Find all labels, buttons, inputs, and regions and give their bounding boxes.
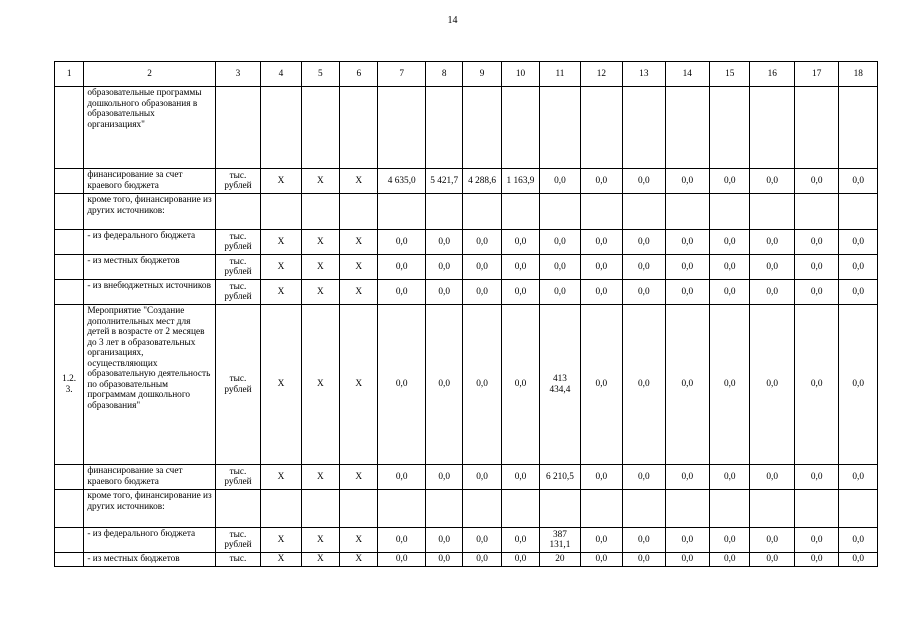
unit-cell: тыс. рублей [215, 465, 260, 490]
unit-cell: тыс. рублей [215, 305, 260, 465]
row-index-cell [55, 87, 84, 169]
value-cell: 0,0 [665, 553, 709, 567]
value-cell: 0,0 [794, 280, 838, 305]
value-cell: 0,0 [794, 230, 838, 255]
row-index-cell [55, 194, 84, 230]
value-cell [501, 87, 539, 169]
value-cell [501, 194, 539, 230]
row-index-cell: 1.2. 3. [55, 305, 84, 465]
value-cell: 0,0 [750, 280, 794, 305]
row-description-cell: кроме того, финансирование из других источников: [84, 490, 215, 528]
value-cell: 0,0 [580, 528, 622, 553]
value-cell [340, 87, 378, 169]
value-cell [623, 194, 665, 230]
value-cell [794, 490, 838, 528]
value-cell: 0,0 [710, 528, 750, 553]
unit-cell: тыс. рублей [215, 169, 260, 194]
column-header: 11 [540, 62, 580, 87]
value-cell: 0,0 [839, 528, 878, 553]
value-cell: 0,0 [463, 528, 501, 553]
value-cell: 0,0 [623, 280, 665, 305]
value-cell: 0,0 [540, 169, 580, 194]
table-row [55, 169, 878, 194]
page-number: 14 [447, 15, 458, 26]
value-cell: 0,0 [580, 305, 622, 465]
value-cell [425, 87, 462, 169]
unit-cell: тыс. рублей [215, 255, 260, 280]
unit-cell [215, 490, 260, 528]
column-header: 5 [301, 62, 339, 87]
value-cell: 0,0 [463, 255, 501, 280]
value-cell [301, 194, 339, 230]
value-cell: X [261, 465, 301, 490]
value-cell: X [261, 169, 301, 194]
value-cell: 4 635,0 [378, 169, 426, 194]
value-cell: 0,0 [839, 255, 878, 280]
value-cell: 0,0 [750, 528, 794, 553]
table-body [55, 62, 878, 567]
value-cell: 0,0 [750, 169, 794, 194]
value-cell [261, 490, 301, 528]
value-cell [710, 194, 750, 230]
column-header: 3 [215, 62, 260, 87]
unit-cell [215, 87, 260, 169]
value-cell [425, 490, 462, 528]
row-index-cell [55, 169, 84, 194]
column-header: 10 [501, 62, 539, 87]
value-cell: 5 421,7 [425, 169, 462, 194]
unit-cell: тыс. рублей [215, 230, 260, 255]
row-description-cell: кроме того, финансирование из других источников: [84, 194, 215, 230]
value-cell: 0,0 [580, 169, 622, 194]
value-cell [540, 194, 580, 230]
value-cell: 0,0 [750, 255, 794, 280]
value-cell: 0,0 [665, 305, 709, 465]
value-cell: 0,0 [425, 528, 462, 553]
column-header: 4 [261, 62, 301, 87]
value-cell [261, 87, 301, 169]
column-header: 2 [84, 62, 215, 87]
value-cell [750, 87, 794, 169]
row-index-cell [55, 465, 84, 490]
value-cell: 0,0 [501, 305, 539, 465]
row-index-cell [55, 280, 84, 305]
row-description-cell: - из внебюджетных источников [84, 280, 215, 305]
value-cell [710, 490, 750, 528]
value-cell [580, 490, 622, 528]
value-cell: 0,0 [623, 230, 665, 255]
value-cell: 0,0 [378, 465, 426, 490]
value-cell: X [340, 255, 378, 280]
value-cell [623, 87, 665, 169]
value-cell: 1 163,9 [501, 169, 539, 194]
value-cell: X [340, 305, 378, 465]
value-cell: 0,0 [540, 230, 580, 255]
value-cell: 0,0 [425, 255, 462, 280]
column-header: 13 [623, 62, 665, 87]
table-row [55, 255, 878, 280]
row-description-cell: - из федерального бюджета [84, 528, 215, 553]
value-cell [623, 490, 665, 528]
value-cell: X [301, 553, 339, 567]
value-cell: 0,0 [425, 230, 462, 255]
value-cell: 0,0 [794, 528, 838, 553]
value-cell: 0,0 [501, 465, 539, 490]
row-index-cell [55, 230, 84, 255]
row-index-cell [55, 490, 84, 528]
value-cell [710, 87, 750, 169]
table-row [55, 490, 878, 528]
value-cell [540, 490, 580, 528]
value-cell: 0,0 [710, 230, 750, 255]
value-cell: 0,0 [425, 280, 462, 305]
row-description-cell: - из местных бюджетов [84, 553, 215, 567]
header-row [55, 62, 878, 87]
value-cell: 0,0 [665, 528, 709, 553]
value-cell: X [340, 528, 378, 553]
row-index-cell [55, 255, 84, 280]
value-cell: 0,0 [710, 280, 750, 305]
value-cell: 0,0 [839, 553, 878, 567]
value-cell: 0,0 [378, 305, 426, 465]
value-cell: 0,0 [665, 465, 709, 490]
value-cell: X [340, 465, 378, 490]
column-header: 7 [378, 62, 426, 87]
value-cell [580, 194, 622, 230]
table-row [55, 528, 878, 553]
value-cell: 0,0 [794, 465, 838, 490]
value-cell: 0,0 [540, 255, 580, 280]
value-cell: 0,0 [794, 305, 838, 465]
value-cell [378, 87, 426, 169]
value-cell: 0,0 [623, 255, 665, 280]
value-cell: 0,0 [665, 230, 709, 255]
value-cell [839, 87, 878, 169]
value-cell: X [301, 230, 339, 255]
value-cell [340, 194, 378, 230]
unit-cell: тыс. [215, 553, 260, 567]
column-header: 16 [750, 62, 794, 87]
value-cell: 0,0 [710, 255, 750, 280]
column-header: 1 [55, 62, 84, 87]
value-cell: X [340, 230, 378, 255]
value-cell: 0,0 [463, 230, 501, 255]
value-cell: 0,0 [794, 169, 838, 194]
table-row [55, 280, 878, 305]
column-header: 18 [839, 62, 878, 87]
value-cell [501, 490, 539, 528]
value-cell: 0,0 [540, 280, 580, 305]
table-row [55, 465, 878, 490]
budget-table [54, 61, 878, 567]
value-cell [463, 194, 501, 230]
value-cell [463, 490, 501, 528]
row-description-cell: финансирование за счет краевого бюджета [84, 465, 215, 490]
value-cell: 0,0 [623, 305, 665, 465]
value-cell: 0,0 [710, 465, 750, 490]
value-cell [425, 194, 462, 230]
row-index-cell [55, 528, 84, 553]
table-row [55, 194, 878, 230]
value-cell [301, 87, 339, 169]
row-index-cell [55, 553, 84, 567]
value-cell [463, 87, 501, 169]
value-cell: X [261, 528, 301, 553]
value-cell: 0,0 [665, 255, 709, 280]
row-description-cell: - из федерального бюджета [84, 230, 215, 255]
table-row [55, 553, 878, 567]
value-cell [580, 87, 622, 169]
unit-cell: тыс. рублей [215, 280, 260, 305]
column-header: 17 [794, 62, 838, 87]
value-cell: 0,0 [794, 255, 838, 280]
value-cell [839, 490, 878, 528]
value-cell [261, 194, 301, 230]
value-cell [794, 87, 838, 169]
unit-cell [215, 194, 260, 230]
row-description-cell: финансирование за счет краевого бюджета [84, 169, 215, 194]
value-cell: 0,0 [463, 553, 501, 567]
value-cell: 0,0 [623, 465, 665, 490]
value-cell: X [261, 305, 301, 465]
value-cell: 0,0 [425, 305, 462, 465]
value-cell: X [301, 465, 339, 490]
value-cell: 0,0 [710, 553, 750, 567]
value-cell: 0,0 [425, 465, 462, 490]
row-description-cell: Мероприятие "Создание дополнительных мест для детей в возрасте от 2 месяцев до 3 лет в образовательных организациях, осуществляющих образовательную деятельность по образовательным программам дошкольного образования" [84, 305, 215, 465]
row-description-cell: - из местных бюджетов [84, 255, 215, 280]
value-cell: X [340, 169, 378, 194]
value-cell: 0,0 [501, 528, 539, 553]
value-cell: 0,0 [580, 255, 622, 280]
value-cell: 0,0 [501, 553, 539, 567]
value-cell: X [261, 255, 301, 280]
value-cell [301, 490, 339, 528]
value-cell: 0,0 [839, 169, 878, 194]
value-cell: X [301, 255, 339, 280]
value-cell: X [261, 230, 301, 255]
value-cell: 0,0 [750, 465, 794, 490]
value-cell: 0,0 [580, 465, 622, 490]
value-cell: 0,0 [710, 169, 750, 194]
value-cell: 0,0 [750, 553, 794, 567]
value-cell: 0,0 [750, 230, 794, 255]
value-cell: 20 [540, 553, 580, 567]
value-cell: 0,0 [378, 553, 426, 567]
value-cell [378, 490, 426, 528]
value-cell [665, 490, 709, 528]
value-cell [750, 490, 794, 528]
value-cell [794, 194, 838, 230]
value-cell [665, 87, 709, 169]
value-cell: X [261, 280, 301, 305]
value-cell: 0,0 [839, 230, 878, 255]
row-description-cell: образовательные программы дошкольного образования в образовательных организациях" [84, 87, 215, 169]
value-cell [839, 194, 878, 230]
value-cell: X [340, 280, 378, 305]
value-cell: 0,0 [794, 553, 838, 567]
value-cell: 6 210,5 [540, 465, 580, 490]
table-row [55, 87, 878, 169]
value-cell: 0,0 [623, 169, 665, 194]
value-cell: 0,0 [623, 553, 665, 567]
unit-cell: тыс. рублей [215, 528, 260, 553]
value-cell: 0,0 [710, 305, 750, 465]
value-cell [750, 194, 794, 230]
value-cell: 0,0 [378, 280, 426, 305]
value-cell: 0,0 [580, 280, 622, 305]
value-cell: 0,0 [501, 230, 539, 255]
value-cell: X [301, 280, 339, 305]
value-cell: 0,0 [501, 280, 539, 305]
value-cell: X [301, 305, 339, 465]
table-row [55, 305, 878, 465]
value-cell: 0,0 [463, 280, 501, 305]
value-cell: 0,0 [623, 528, 665, 553]
value-cell: 0,0 [839, 305, 878, 465]
value-cell: X [261, 553, 301, 567]
value-cell: X [340, 553, 378, 567]
value-cell: 0,0 [501, 255, 539, 280]
table-row [55, 230, 878, 255]
value-cell [540, 87, 580, 169]
value-cell: 0,0 [378, 528, 426, 553]
value-cell: X [301, 169, 339, 194]
column-header: 12 [580, 62, 622, 87]
value-cell: 0,0 [378, 255, 426, 280]
column-header: 8 [425, 62, 462, 87]
value-cell: 0,0 [839, 280, 878, 305]
column-header: 14 [665, 62, 709, 87]
column-header: 15 [710, 62, 750, 87]
value-cell: 0,0 [425, 553, 462, 567]
value-cell: 0,0 [580, 230, 622, 255]
column-header: 6 [340, 62, 378, 87]
value-cell [378, 194, 426, 230]
column-header: 9 [463, 62, 501, 87]
value-cell: X [301, 528, 339, 553]
value-cell: 387 131,1 [540, 528, 580, 553]
value-cell: 0,0 [463, 465, 501, 490]
value-cell [665, 194, 709, 230]
value-cell: 0,0 [665, 169, 709, 194]
value-cell [340, 490, 378, 528]
value-cell: 0,0 [378, 230, 426, 255]
value-cell: 0,0 [665, 280, 709, 305]
value-cell: 413 434,4 [540, 305, 580, 465]
value-cell: 0,0 [463, 305, 501, 465]
value-cell: 0,0 [580, 553, 622, 567]
value-cell: 4 288,6 [463, 169, 501, 194]
value-cell: 0,0 [839, 465, 878, 490]
value-cell: 0,0 [750, 305, 794, 465]
